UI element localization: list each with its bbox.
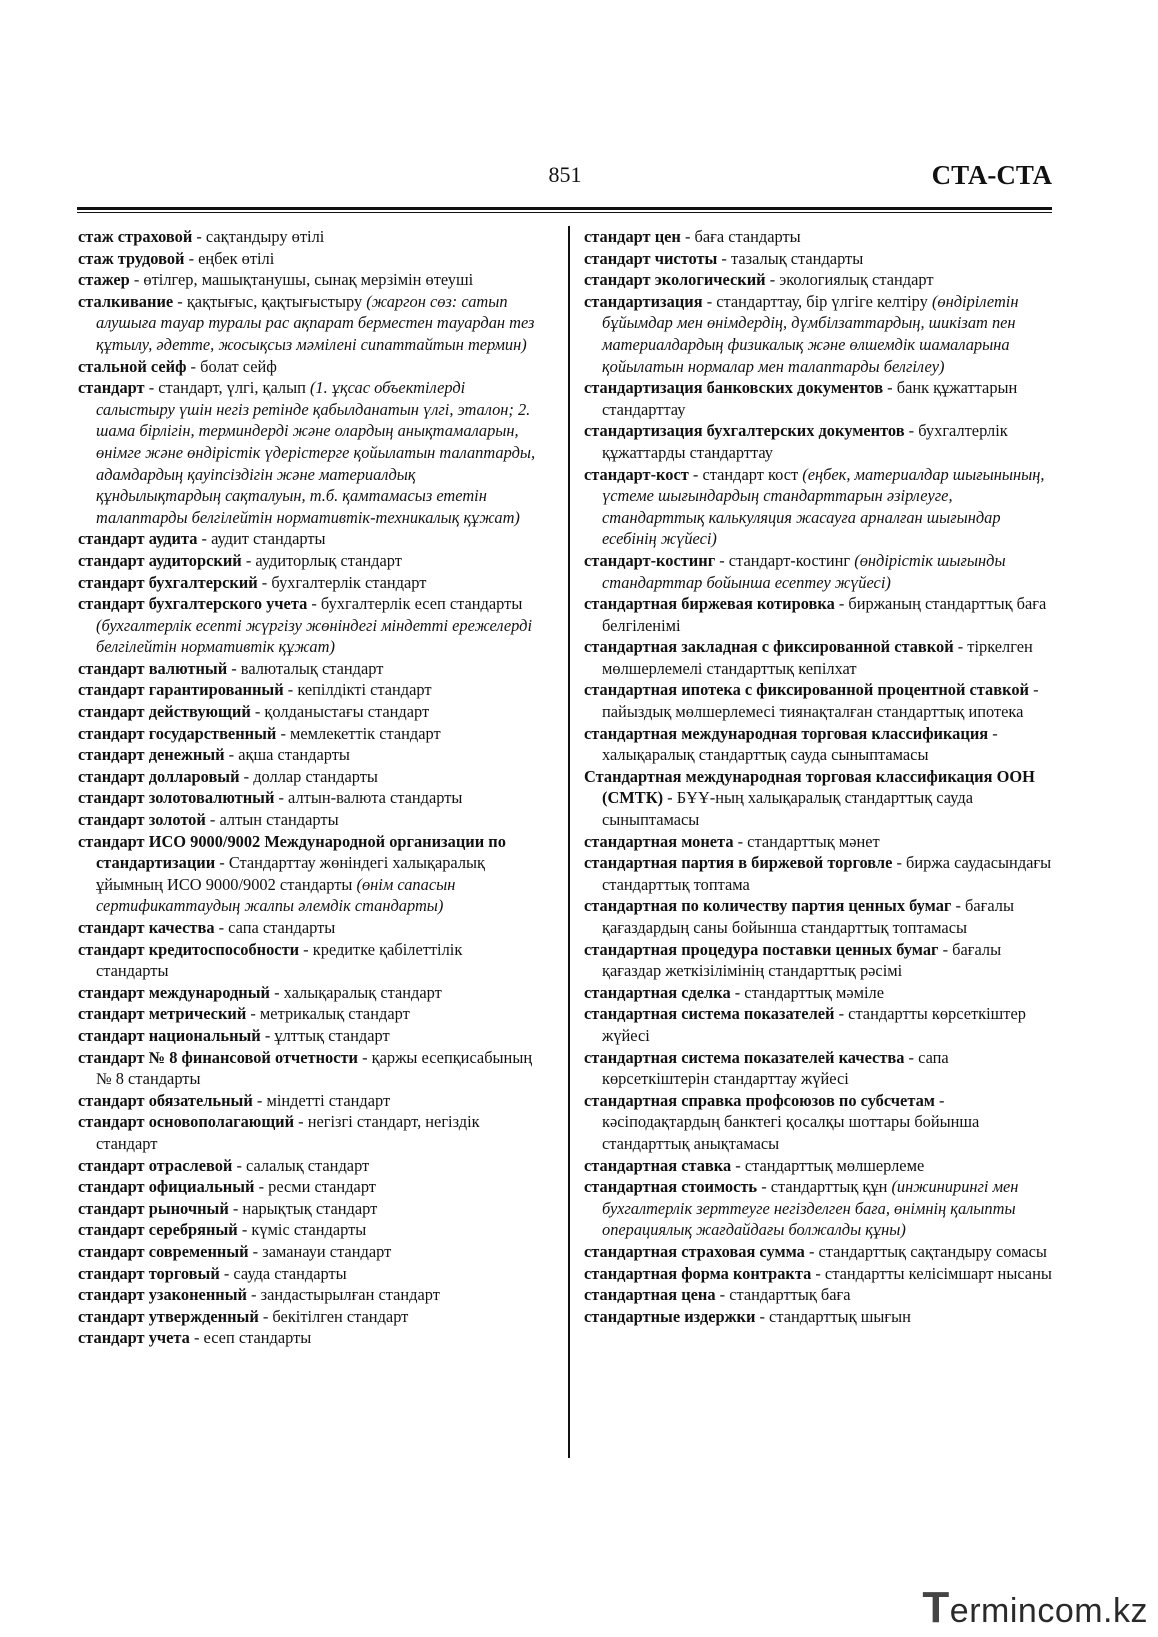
dictionary-entry — [78, 1219, 538, 1241]
entry-translation: - аудит стандарты — [197, 529, 326, 549]
entry-headword: стандарт аудиторский — [78, 550, 242, 570]
entry-headword: стандартная ипотека с фиксированной процентной ставкой — [584, 680, 1029, 700]
entry-headword: стандарт экологический — [584, 270, 766, 290]
entry-translation: - сақтандыру өтілі — [192, 227, 325, 246]
dictionary-entry — [78, 248, 538, 270]
entry-explanation: (еңбек, материалдар шығынының, үстеме шығындардың стандарттарын әзірлеуге, стандарттық калькуляция жасауға арналған шығындар есебінің жүйесі) — [602, 464, 1045, 549]
dictionary-entry — [584, 1176, 1052, 1241]
entry-translation: - сауда стандарты — [219, 1263, 347, 1283]
entry-headword: стандартная стоимость — [584, 1177, 758, 1197]
dictionary-entry — [584, 593, 1052, 636]
dictionary-entry — [78, 1025, 538, 1047]
entry-headword: стальной сейф — [78, 356, 187, 376]
entry-headword: стандарт официальный — [78, 1177, 255, 1197]
entry-translation: - банк құжаттарын стандарттау — [602, 378, 1018, 419]
entry-explanation: (жаргон сөз: сатып алушыға тауар туралы рас ақпарат берместен тауардан тез құтылу, әдетте, жосықсыз мәмілені сипаттайтын термин) — [96, 291, 535, 354]
entry-headword: стандарт-костинг — [584, 550, 716, 570]
entry-translation: - зандастырылған стандарт — [246, 1285, 440, 1305]
dictionary-entry — [78, 528, 538, 550]
dictionary-entry — [78, 593, 538, 658]
entry-translation: - халықаралық стандарттық сауда сыныптамасы — [602, 723, 998, 765]
dictionary-entry — [78, 1111, 538, 1154]
entry-headword: стандартная по количеству партия ценных бумаг — [584, 896, 952, 916]
dictionary-entry — [78, 1198, 538, 1220]
entry-headword: стандарт рыночный — [78, 1198, 229, 1218]
entry-translation: - алтын стандарты — [205, 810, 339, 830]
page-number: 851 — [548, 162, 582, 187]
header-rule-thin — [77, 212, 1052, 213]
entry-headword: стандарт — [78, 378, 145, 398]
dictionary-entry — [78, 1047, 538, 1090]
dictionary-entry — [584, 1003, 1052, 1046]
dictionary-entry — [78, 1090, 538, 1112]
entry-translation: - бухгалтерлік есеп стандарты — [307, 594, 523, 614]
entry-headword: стандартная система показателей — [584, 1004, 835, 1024]
entry-headword: стандарт национальный — [78, 1025, 261, 1045]
dictionary-entry — [78, 679, 538, 701]
dictionary-entry — [584, 636, 1052, 679]
entry-headword: стандарт № 8 финансовой отчетности — [78, 1047, 358, 1067]
entry-translation: - кредитке қабілеттілік стандарты — [96, 939, 463, 981]
entry-headword: стандарт золотой — [78, 810, 206, 830]
entry-translation: - баға стандарты — [680, 227, 801, 246]
entry-translation: - сапа көрсеткіштерін стандарттау жүйесі — [602, 1047, 949, 1089]
right-column — [584, 226, 1052, 1327]
dictionary-entry — [584, 550, 1052, 593]
entry-translation: - сапа стандарты — [214, 918, 336, 937]
dictionary-entry — [584, 269, 1052, 291]
entry-headword: стандарт обязательный — [78, 1090, 253, 1110]
entry-translation: - ақша стандарты — [224, 745, 350, 765]
entry-headword: стаж трудовой — [78, 248, 185, 268]
entry-headword: стандарт ИСО 9000/9002 Международной организации по стандартизации — [78, 831, 506, 873]
dictionary-entry — [584, 1284, 1052, 1306]
dictionary-entry — [584, 291, 1052, 377]
entry-headword: стандарт кредитоспособности — [78, 939, 300, 959]
dictionary-entry — [584, 939, 1052, 982]
entry-translation: - валюталық стандарт — [227, 658, 384, 678]
dictionary-entry — [584, 766, 1052, 831]
entry-translation: - пайыздық мөлшерлемесі тиянақталған стандарттық ипотека — [602, 680, 1039, 722]
dictionary-entry — [584, 248, 1052, 270]
entry-headword: стандарт торговый — [78, 1263, 220, 1283]
entry-translation: - стандарттық сақтандыру сомасы — [804, 1241, 1047, 1261]
entry-translation: - қаржы есепқисабының № 8 стандарты — [96, 1047, 533, 1089]
dictionary-entry — [78, 1306, 538, 1328]
dictionary-entry — [78, 723, 538, 745]
dictionary-entry — [78, 658, 538, 680]
entry-translation: - ресми стандарт — [254, 1177, 376, 1197]
entry-translation: - есеп стандарты — [189, 1328, 312, 1348]
dictionary-entry — [78, 766, 538, 788]
dictionary-entry — [584, 1090, 1052, 1155]
entry-translation: - бекітілген стандарт — [258, 1306, 409, 1326]
entry-headword: стандарт серебряный — [78, 1220, 238, 1240]
dictionary-entry — [584, 1047, 1052, 1090]
dictionary-entry — [584, 982, 1052, 1004]
dictionary-entry — [584, 1155, 1052, 1177]
entry-translation: - стандарттық мөлшерлеме — [731, 1155, 925, 1175]
dictionary-entry — [78, 1284, 538, 1306]
dictionary-entry — [78, 572, 538, 594]
dictionary-entry — [78, 1241, 538, 1263]
left-column — [78, 226, 538, 1349]
entry-headword: стандарт бухгалтерский — [78, 572, 258, 592]
entry-headword: стандартная закладная с фиксированной ставкой — [584, 637, 954, 657]
entry-translation: - заманауи стандарт — [248, 1241, 392, 1261]
header-rule — [77, 207, 1052, 210]
entry-headword: стандарт отраслевой — [78, 1155, 233, 1175]
dictionary-entry — [78, 831, 538, 917]
entry-headword: стандарт денежный — [78, 745, 225, 765]
dictionary-entry — [584, 1263, 1052, 1285]
dictionary-entry — [584, 226, 1052, 248]
dictionary-entry — [78, 550, 538, 572]
running-head: СТА-СТА — [931, 160, 1052, 190]
dictionary-entry — [584, 1306, 1052, 1328]
entry-explanation: (өнім сапасын сертификаттаудың жалпы әлемдік стандарты) — [96, 874, 456, 916]
dictionary-entry — [78, 939, 538, 982]
entry-translation: - стандартты келісімшарт нысаны — [811, 1263, 1052, 1283]
entry-headword: стандарт цен — [584, 227, 681, 246]
entry-headword: стандарт узаконенный — [78, 1285, 247, 1305]
column-divider — [568, 226, 570, 1458]
entry-headword: стандартная процедура поставки ценных бумаг — [584, 939, 939, 959]
entry-translation: - Стандарттау жөніндегі халықаралық ұйымның ИСО 9000/9002 стандарты — [96, 853, 486, 894]
entry-headword: стандарт метрический — [78, 1004, 247, 1024]
entry-translation: - өтілгер, машықтанушы, сынақ мерзімін өтеуші — [129, 270, 474, 290]
entry-headword: стандартная монета — [584, 831, 734, 851]
dictionary-entry — [78, 1155, 538, 1177]
entry-headword: стандартизация — [584, 291, 703, 311]
entry-translation: - аудиторлық стандарт — [241, 550, 402, 570]
entry-translation: - нарықтық стандарт — [228, 1198, 378, 1218]
entry-headword: стандарт современный — [78, 1241, 249, 1261]
entry-translation: - бухгалтерлік құжаттарды стандарттау — [602, 421, 1008, 462]
dictionary-entry — [78, 917, 538, 939]
dictionary-entry — [78, 744, 538, 766]
dictionary-entry — [78, 356, 538, 378]
entry-headword: сталкивание — [78, 291, 174, 311]
entry-headword: стандартная справка профсоюзов по субсчетам — [584, 1090, 935, 1110]
entry-headword: стандарт основополагающий — [78, 1112, 295, 1132]
entry-translation: - БҰҰ-ның халықаралық стандарттық сауда сыныптамасы — [602, 788, 973, 830]
entry-translation: - стандарт-костинг — [715, 550, 855, 570]
dictionary-entry — [78, 809, 538, 831]
dictionary-entry — [78, 377, 538, 528]
entry-headword: стандарт государственный — [78, 723, 277, 743]
dictionary-entry — [584, 895, 1052, 938]
dictionary-entry — [584, 852, 1052, 895]
entry-headword: стандартизация бухгалтерских документов — [584, 421, 905, 441]
entry-translation: - мемлекеттік стандарт — [276, 723, 441, 743]
entry-translation: - стандарт кост — [688, 464, 803, 484]
entry-headword: стандартная биржевая котировка — [584, 594, 835, 614]
entry-headword: стандартная международная торговая классификация — [584, 723, 989, 743]
entry-translation: - кәсіподақтардың банктегі қосалқы шоттары бойынша стандарттық анықтамасы — [602, 1090, 980, 1153]
entry-headword: стандарт аудита — [78, 529, 198, 549]
entry-headword: стандарт долларовый — [78, 766, 240, 786]
entry-explanation: (1. ұқсас объектілерді салыстыру үшін негіз ретінде қабылданатын үлгі, эталон; 2. шама бірлігін, терминдерді және олардың анықтамаларын, өнімге және өндірістік үдерістерге қойылатын талаптарды, адамдардың қауіпсіздігін және материалдық құндылықтардың сақталуын, т.б. қамтамасыз ететін талаптарды белгілейтін нормативтік-техникалық құжат) — [96, 378, 536, 527]
entry-headword: стандартная сделка — [584, 982, 731, 1002]
entry-headword: стандарт гарантированный — [78, 680, 284, 700]
dictionary-entry — [78, 1176, 538, 1198]
entry-translation: - стандарттау, бір үлгіге келтіру — [702, 291, 932, 311]
entry-translation: - қолданыстағы стандарт — [250, 702, 430, 722]
entry-headword: стандарт действующий — [78, 702, 251, 722]
entry-translation: - еңбек өтілі — [184, 248, 275, 268]
entry-explanation: (өндірістік шығынды стандарттар бойынша есептеу жүйесі) — [602, 550, 1006, 592]
entry-headword: стандартная система показателей качества — [584, 1047, 905, 1067]
dictionary-entry — [78, 982, 538, 1004]
entry-headword: стандартная цена — [584, 1285, 716, 1305]
entry-translation: - салалық стандарт — [232, 1155, 370, 1175]
entry-translation: - бағалы қағаздар жеткізілімінің стандарттық рәсімі — [602, 939, 1002, 981]
entry-translation: - ұлттық стандарт — [260, 1025, 390, 1045]
entry-headword: стандарт утвержденный — [78, 1306, 259, 1326]
entry-translation: - стандарттық баға — [715, 1285, 851, 1305]
entry-translation: - стандарттық шығын — [755, 1306, 911, 1326]
entry-headword: стандартная форма контракта — [584, 1263, 812, 1283]
entry-headword: стандарт чистоты — [584, 248, 718, 268]
site-watermark-logo: Termincom.kz — [922, 1583, 1148, 1632]
entry-headword: стандартные издержки — [584, 1306, 756, 1326]
entry-headword: стандартная страховая сумма — [584, 1241, 805, 1261]
entry-translation: - халықаралық стандарт — [269, 982, 442, 1002]
entry-translation: - метрикалық стандарт — [246, 1004, 410, 1024]
entry-translation: - бухгалтерлік стандарт — [257, 572, 427, 592]
entry-explanation: (инжинирингі мен бухгалтерлік зерттеуге негізделген баға, өнімнің қалыпты операциялық жағдайдағы болжалды құны) — [602, 1177, 1019, 1240]
dictionary-entry — [78, 1327, 538, 1349]
entry-translation: - бағалы қағаздардың саны бойынша стандарттық топтамасы — [602, 896, 1014, 937]
dictionary-entry — [78, 291, 538, 356]
entry-translation: - тіркелген мөлшерлемелі стандарттық кепілхат — [602, 637, 1033, 678]
entry-explanation: (өндірілетін бұйымдар мен өнімдердің, дүмбілзаттардың, шикізат пен материалдардың физикалық және өлшемдік шамаларына қойылатын нормалар мен талаптарды белгілеу) — [602, 291, 1019, 376]
entry-headword: стандартная ставка — [584, 1155, 732, 1175]
entry-translation: - қақтығыс, қақтығыстыру — [173, 291, 367, 311]
entry-translation: - міндетті стандарт — [252, 1090, 391, 1110]
entry-translation: - биржа саудасындағы стандарттық топтама — [602, 853, 1052, 894]
entry-headword: Стандартная международная торговая классификация ООН (СМТК) — [584, 766, 1035, 808]
dictionary-entry — [584, 1241, 1052, 1263]
entry-translation: - стандарттық мәнет — [733, 831, 880, 851]
entry-headword: стандарт качества — [78, 918, 215, 937]
dictionary-entry — [584, 723, 1052, 766]
entry-translation: - тазалық стандарты — [717, 248, 864, 268]
entry-headword: стандарт бухгалтерского учета — [78, 594, 308, 614]
dictionary-entry — [78, 701, 538, 723]
entry-translation: - кепілдікті стандарт — [283, 680, 432, 700]
entry-translation: - стандартты көрсеткіштер жүйесі — [602, 1004, 1026, 1045]
entry-translation: - алтын-валюта стандарты — [274, 788, 463, 808]
entry-translation: - биржаның стандарттық баға белгіленімі — [602, 594, 1047, 635]
dictionary-entry — [584, 377, 1052, 420]
dictionary-entry — [78, 269, 538, 291]
entry-headword: стандарт международный — [78, 982, 270, 1002]
entry-translation: - негізгі стандарт, негіздік стандарт — [96, 1112, 480, 1153]
entry-headword: стандарт учета — [78, 1328, 190, 1348]
entry-translation: - күміс стандарты — [237, 1220, 367, 1240]
entry-headword: стандартная партия в биржевой торговле — [584, 853, 893, 873]
dictionary-entry — [78, 226, 538, 248]
dictionary-entry — [78, 787, 538, 809]
dictionary-entry — [584, 420, 1052, 463]
entry-headword: стаж страховой — [78, 227, 193, 246]
dictionary-entry — [78, 1003, 538, 1025]
dictionary-entry — [584, 464, 1052, 550]
entry-translation: - стандарттық құн — [757, 1177, 892, 1197]
dictionary-entry — [78, 1263, 538, 1285]
entry-translation: - стандарт, үлгі, қалып — [144, 378, 310, 398]
entry-headword: стандарт валютный — [78, 658, 228, 678]
entry-explanation: (бухгалтерлік есепті жүргізу жөніндегі міндетті ережелерді белгілейтін нормативтік құжат) — [96, 615, 532, 657]
entry-translation: - болат сейф — [186, 356, 277, 376]
entry-translation: - стандарттық мәміле — [730, 982, 884, 1002]
dictionary-entry — [584, 679, 1052, 722]
entry-headword: стандарт-кост — [584, 464, 689, 484]
dictionary-entry — [584, 831, 1052, 853]
entry-translation: - экологиялық стандарт — [765, 270, 934, 290]
entry-headword: стандартизация банковских документов — [584, 378, 884, 398]
entry-translation: - доллар стандарты — [239, 766, 378, 786]
entry-headword: стажер — [78, 270, 130, 290]
entry-headword: стандарт золотовалютный — [78, 788, 275, 808]
